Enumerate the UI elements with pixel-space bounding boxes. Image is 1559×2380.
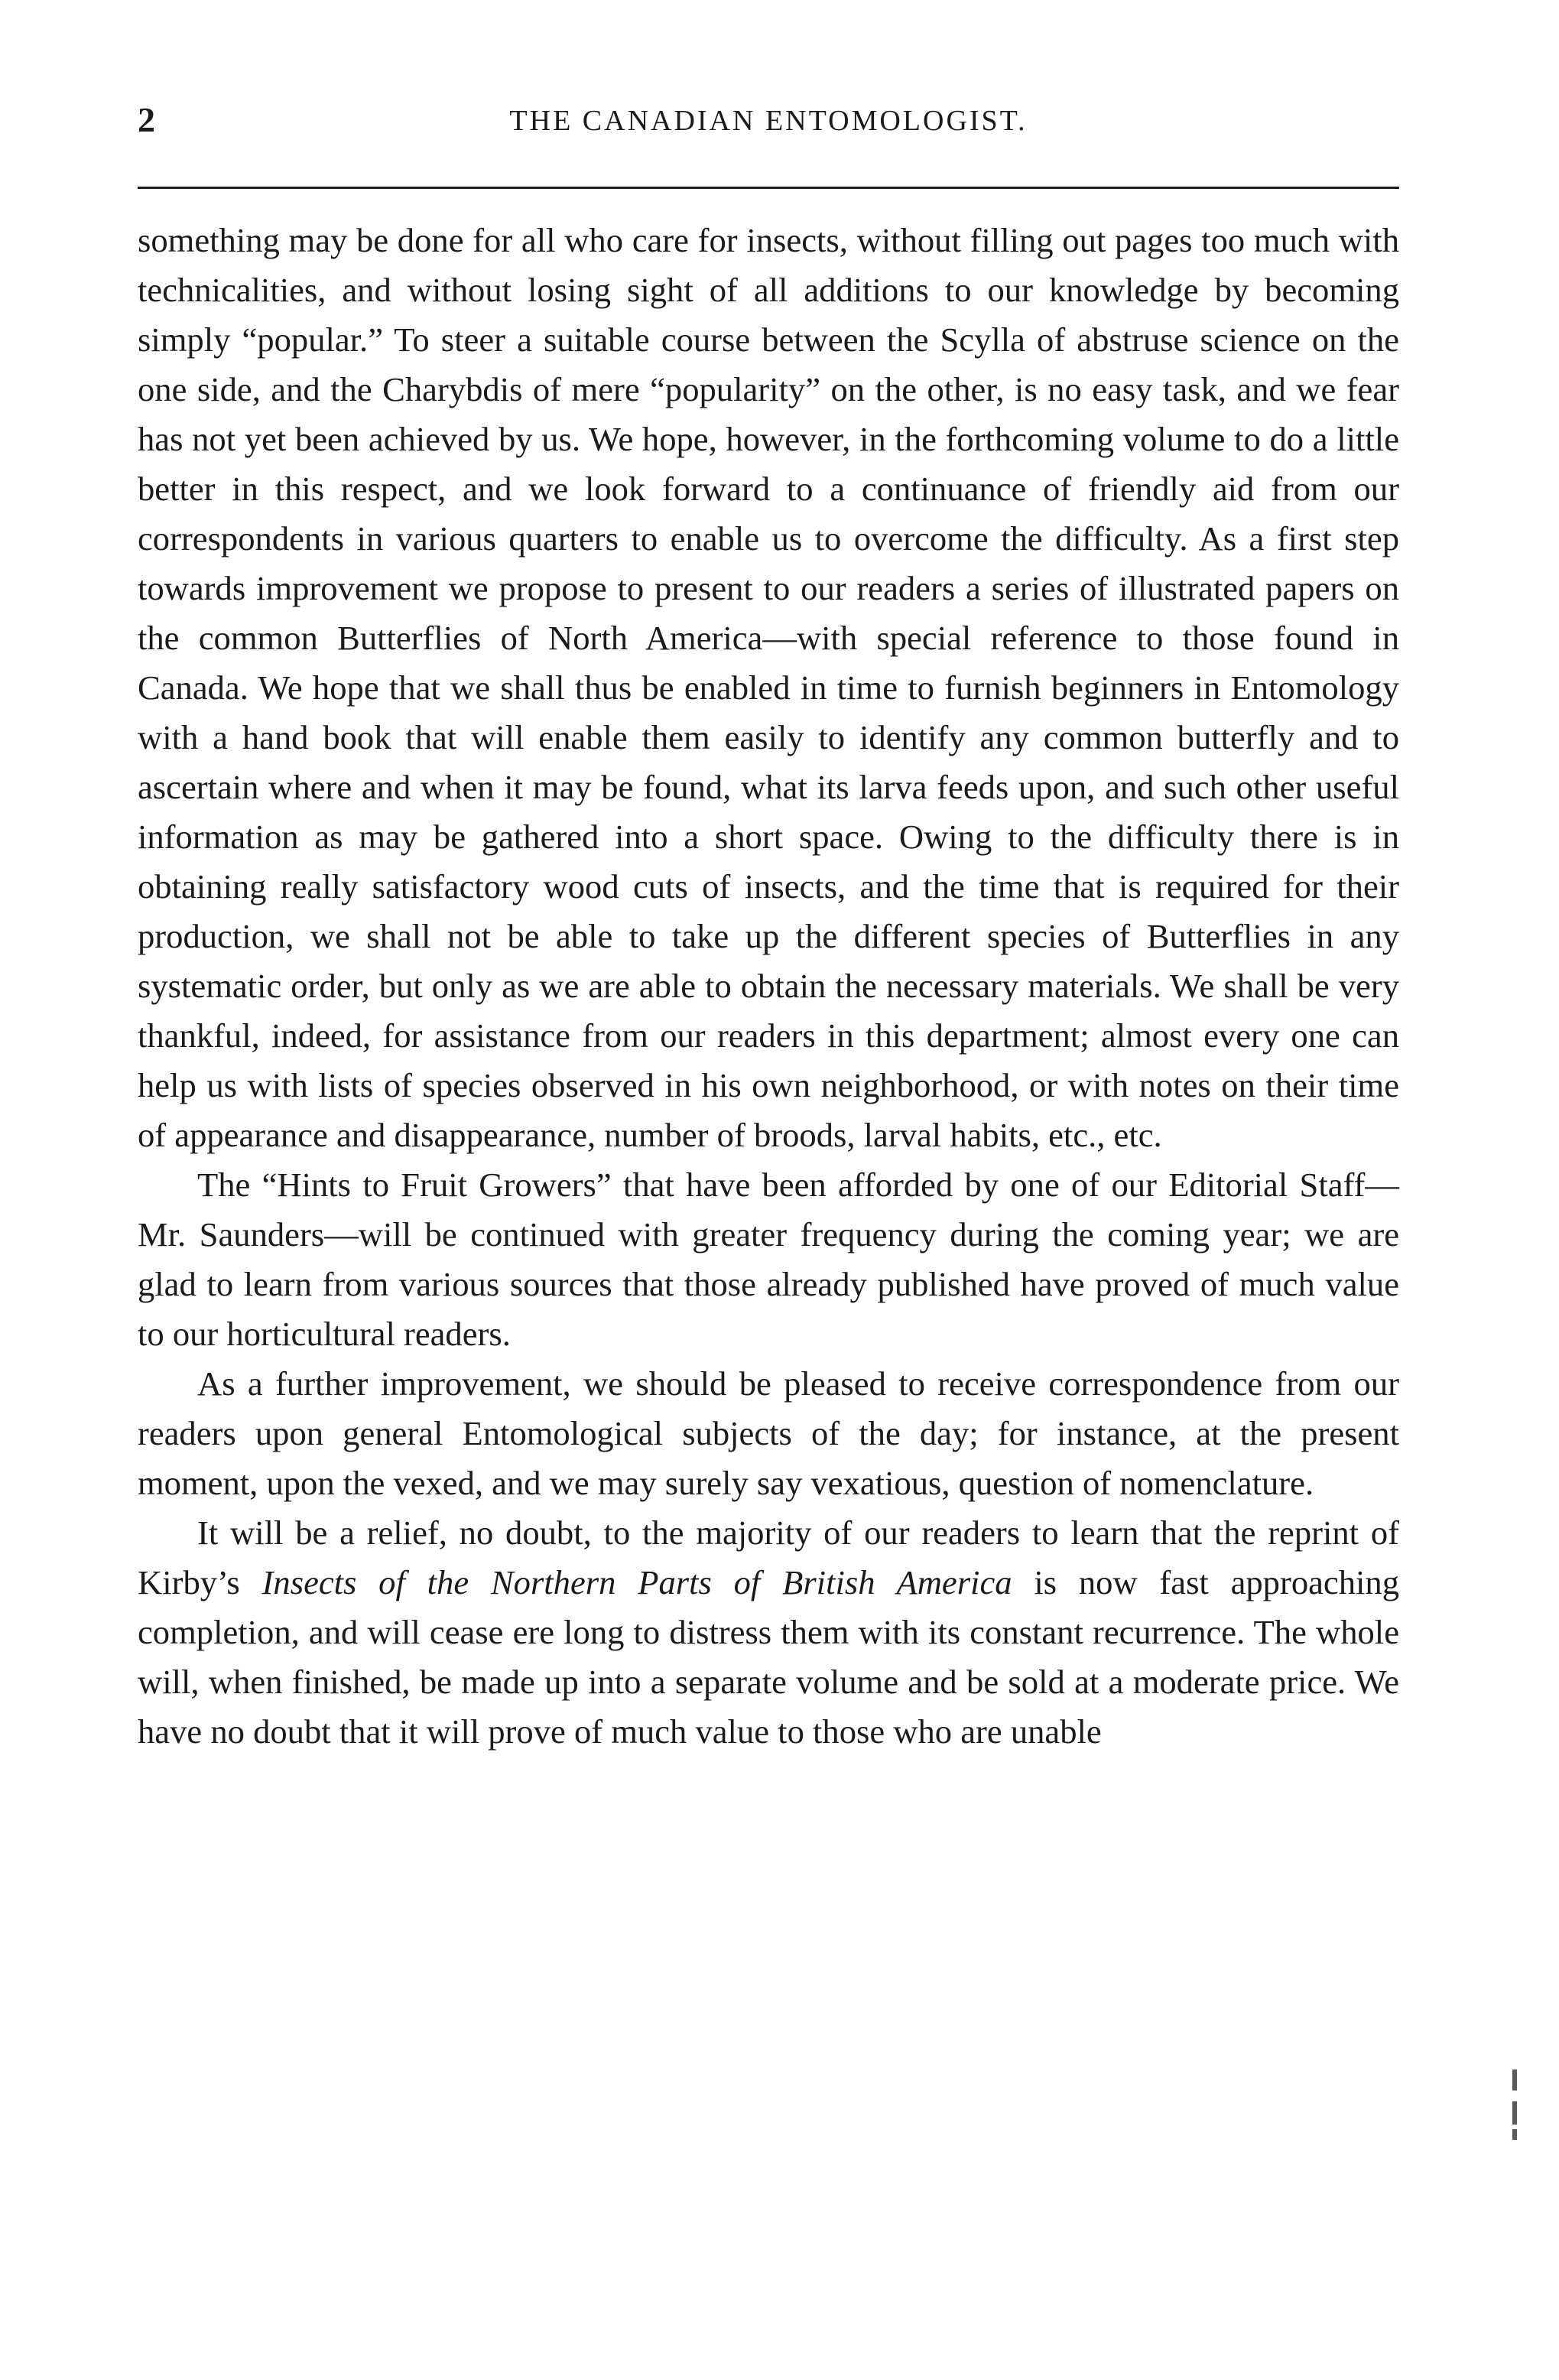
page-number: 2	[138, 100, 155, 139]
paragraph-4-start: It will be a relief, no doubt, to the majority of our readers to learn that the reprint of Kirby’s	[138, 1514, 1399, 1601]
article-body	[138, 216, 1399, 1757]
running-title: THE CANADIAN ENTOMOLOGIST.	[509, 105, 1028, 137]
header-rule	[138, 187, 1399, 189]
paragraph-3: As a further improvement, we should be pleased to receive correspondence from our readers upon general Entomological subjects of the day; for instance, at the present moment, upon the vexed, and we may surely say vexatious, question of nomenclature.	[138, 1364, 1399, 1502]
paragraph-4	[138, 1508, 1399, 1757]
paragraph-1: something may be done for all who care for insects, without filling out pages too much with technicalities, and without losing sight of all additions to our knowledge by becoming simply “popular.” To steer a suitable course between the Scylla of abstruse science on the one side, and the Charybdis of mere “popularity” on the other, is no easy task, and we fear has not yet been achieved by us. We hope, however, in the forthcoming volume to do a little better in this respect, and we look forward to a continuance of friendly aid from our correspondents in various quarters to enable us to overcome the difficulty. As a first step towards improvement we propose to present to our readers a series of illustrated papers on the common Butterflies of North America—with special reference to those found in Canada. We hope that we shall thus be enabled in time to furnish beginners in Entomology with a hand book that will enable them easily to identify any common butterfly and to ascertain where and when it may be found, what its larva feeds upon, and such other useful information as may be gathered into a short space. Owing to the difficulty there is in obtaining really satisfactory wood cuts of insects, and the time that is required for their production, we shall not be able to take up the different species of Butterflies in any systematic order, but only as we are able to obtain the necessary materials. We shall be very thankful, indeed, for assistance from our readers in this department; almost every one can help us with lists of species observed in his own neighborhood, or with notes on their time of appearance and disappearance, number of broods, larval habits, etc., etc.	[138, 221, 1399, 1154]
paragraph-2: The “Hints to Fruit Growers” that have been afforded by one of our Editorial Staff—Mr. Saunders—will be continued with greater frequency during the coming year; we are glad to learn from various sources that those already published have proved of much value to our horticultural readers.	[138, 1166, 1399, 1353]
paragraph-4-end: is now fast approaching completion, and will cease ere long to distress them with its constant recurrence. The whole will, when finished, be made up into a separate volume and be sold at a moderate price. We have no doubt that it will prove of much value to those who are unable	[138, 1563, 1399, 1751]
margin-mark	[1512, 2069, 1517, 2140]
book-title: Insects of the Northern Parts of British America	[261, 1563, 1012, 1601]
page-header	[138, 90, 1399, 151]
